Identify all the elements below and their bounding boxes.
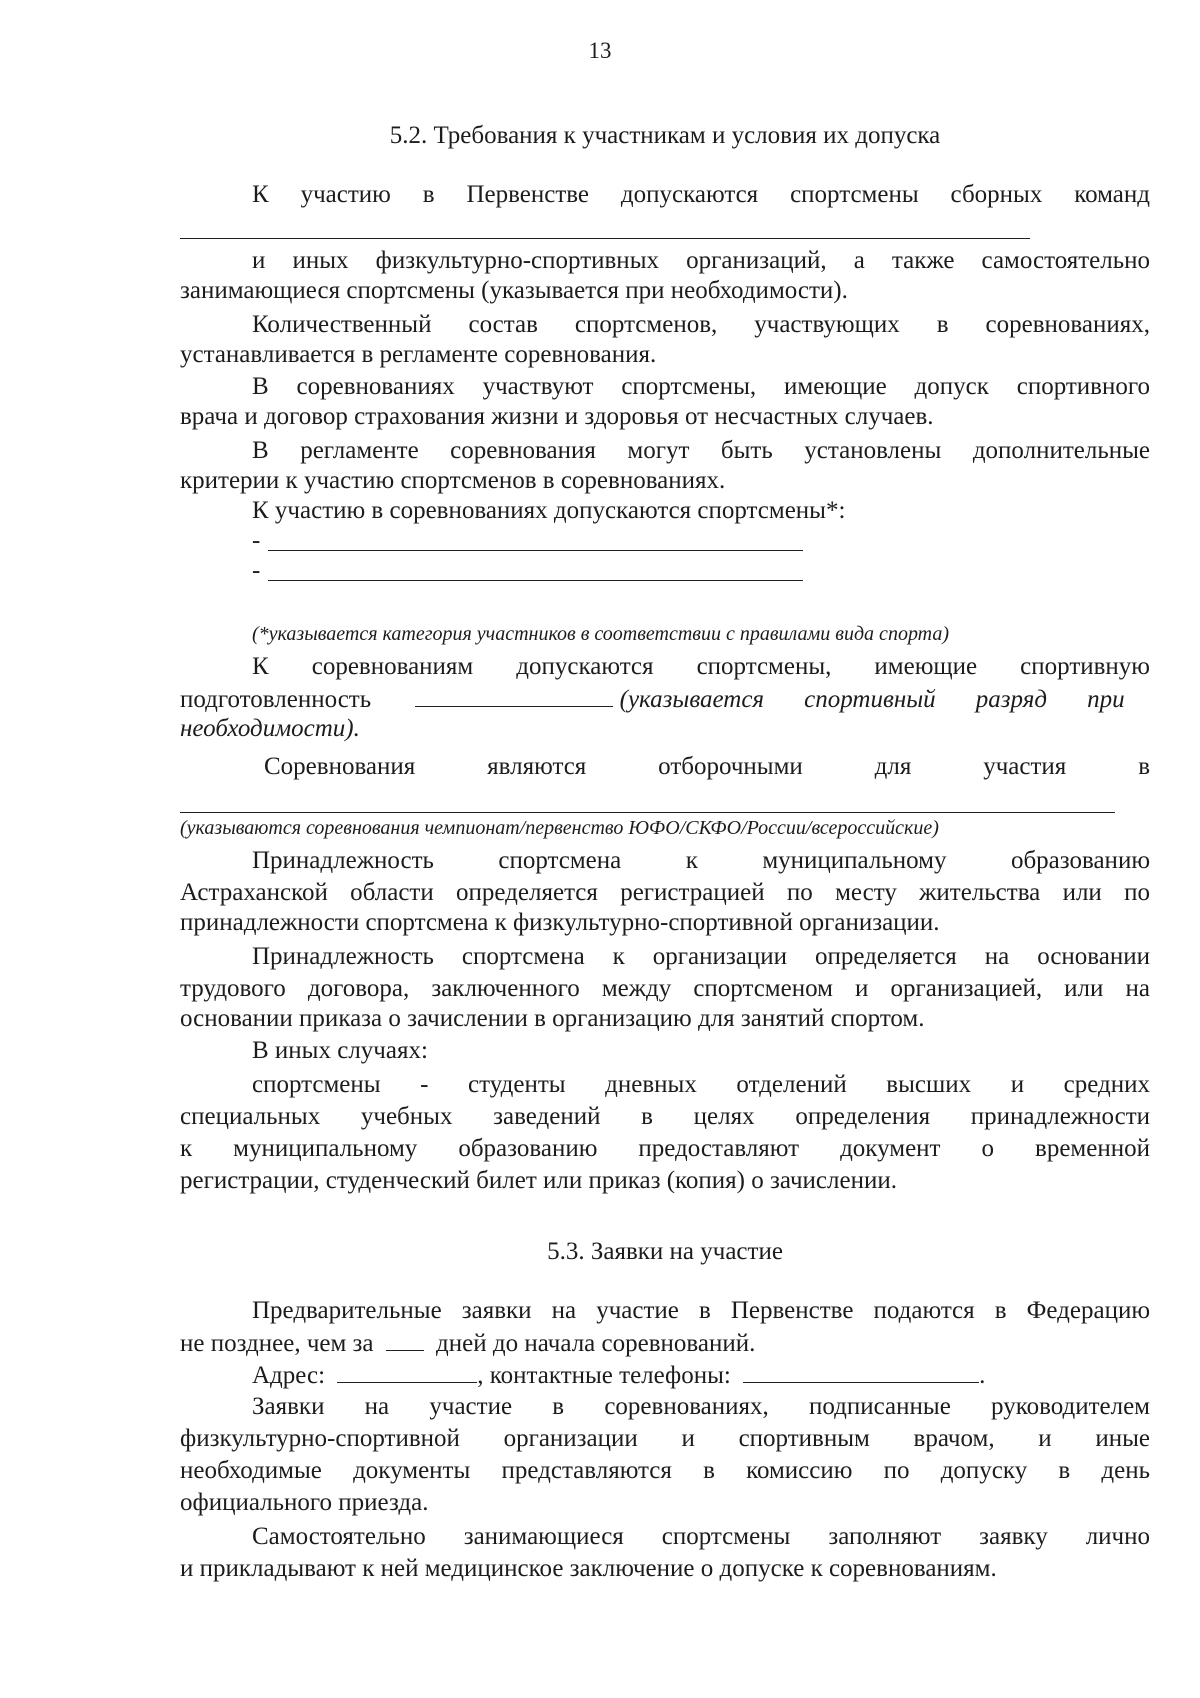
paragraph-line: устанавливается в регламенте соревнования. (180, 341, 657, 368)
paragraph-line: врача и договор страхования жизни и здоровья от несчастных случаев. (180, 403, 934, 430)
blank-line (180, 238, 1030, 239)
paragraph-line: К соревнованиям допускаются спортсмены, имеющие спортивную (252, 653, 1150, 680)
paragraph-line (180, 1360, 1150, 1391)
paragraph-line: критерии к участию спортсменов в соревнованиях. (180, 467, 726, 494)
paragraph-line: К участию в соревнованиях допускаются спортсмены*: (252, 497, 846, 524)
blank-line (268, 550, 803, 551)
blank-line (268, 580, 803, 581)
paragraph-line: Соревнования являются отборочными для участия в (264, 753, 1150, 780)
text-segment: (указывается спортивный разряд при (619, 686, 1125, 713)
section-heading-5-2: 5.2. Требования к участникам и условия их допуска (389, 122, 941, 149)
paragraph-line (180, 1328, 1150, 1359)
paragraph-line: В иных случаях: (252, 1037, 428, 1064)
text-segment: не позднее, чем за (180, 1330, 374, 1357)
paragraph-line: основании приказа о зачислении в организацию для занятий спортом. (180, 1005, 925, 1032)
list-dash: - (252, 527, 261, 554)
text-segment: , контактные телефоны: (477, 1362, 731, 1389)
text-segment: Адрес: (252, 1362, 326, 1389)
paragraph-line: Астраханской области определяется регистрацией по месту жительства или по (180, 879, 1150, 906)
paragraph-line: к муниципальному образованию предоставляют документ о временной (180, 1135, 1150, 1162)
paragraph-line: принадлежности спортсмена к физкультурно-спортивной организации. (180, 909, 940, 936)
paragraph-line: К участию в Первенстве допускаются спортсмены сборных команд (252, 181, 1150, 208)
page-number: 13 (588, 38, 612, 63)
blank-line (415, 684, 613, 707)
footnote-qualifying: (указываются соревнования чемпионат/первенство ЮФО/СКФО/России/всероссийские) (180, 817, 939, 839)
paragraph-line (180, 684, 1150, 715)
list-dash: - (252, 557, 261, 584)
section-heading-5-3: 5.3. Заявки на участие (547, 1238, 783, 1265)
paragraph-line: физкультурно-спортивной организации и спортивным врачом, и иные (180, 1425, 1150, 1452)
paragraph-line: и иных физкультурно-спортивных организаций, а также самостоятельно (252, 247, 1150, 274)
paragraph-line: Самостоятельно занимающиеся спортсмены заполняют заявку лично (252, 1523, 1150, 1550)
blank-line (180, 812, 1115, 813)
footnote-category: (*указывается категория участников в соответствии с правилами вида спорта) (252, 623, 950, 645)
paragraph-line: занимающиеся спортсмены (указывается при необходимости). (180, 277, 848, 304)
paragraph-line: регистрации, студенческий билет или приказ (копия) о зачислении. (180, 1167, 897, 1194)
paragraph-line: необходимые документы представляются в комиссию по допуску в день (180, 1457, 1150, 1484)
paragraph-line: трудового договора, заключенного между спортсменом и организацией, или на (180, 975, 1150, 1002)
paragraph-line: официального приезда. (180, 1489, 429, 1516)
paragraph-line: спортсмены - студенты дневных отделений высших и средних (252, 1071, 1150, 1098)
paragraph-line: Предварительные заявки на участие в Первенстве подаются в Федерацию (252, 1297, 1150, 1324)
paragraph-line: Принадлежность спортсмена к организации определяется на основании (252, 943, 1150, 970)
paragraph-line: и прикладывают к ней медицинское заключение о допуске к соревнованиям. (180, 1555, 997, 1582)
blank-line (337, 1360, 477, 1383)
blank-line (386, 1328, 424, 1351)
text-segment: подготовленность (180, 686, 372, 713)
paragraph-line: необходимости). (180, 715, 360, 742)
text-segment: дней до начала соревнований. (436, 1330, 756, 1357)
paragraph-line: В соревнованиях участвуют спортсмены, имеющие допуск спортивного (252, 373, 1150, 400)
paragraph-line: Количественный состав спортсменов, участвующих в соревнованиях, (252, 311, 1150, 338)
paragraph-line: специальных учебных заведений в целях определения принадлежности (180, 1103, 1150, 1130)
paragraph-line: Принадлежность спортсмена к муниципальному образованию (252, 847, 1150, 874)
text-segment: . (979, 1362, 986, 1389)
paragraph-line: Заявки на участие в соревнованиях, подписанные руководителем (252, 1393, 1150, 1420)
blank-line (743, 1360, 979, 1383)
paragraph-line: В регламенте соревнования могут быть установлены дополнительные (252, 437, 1150, 464)
